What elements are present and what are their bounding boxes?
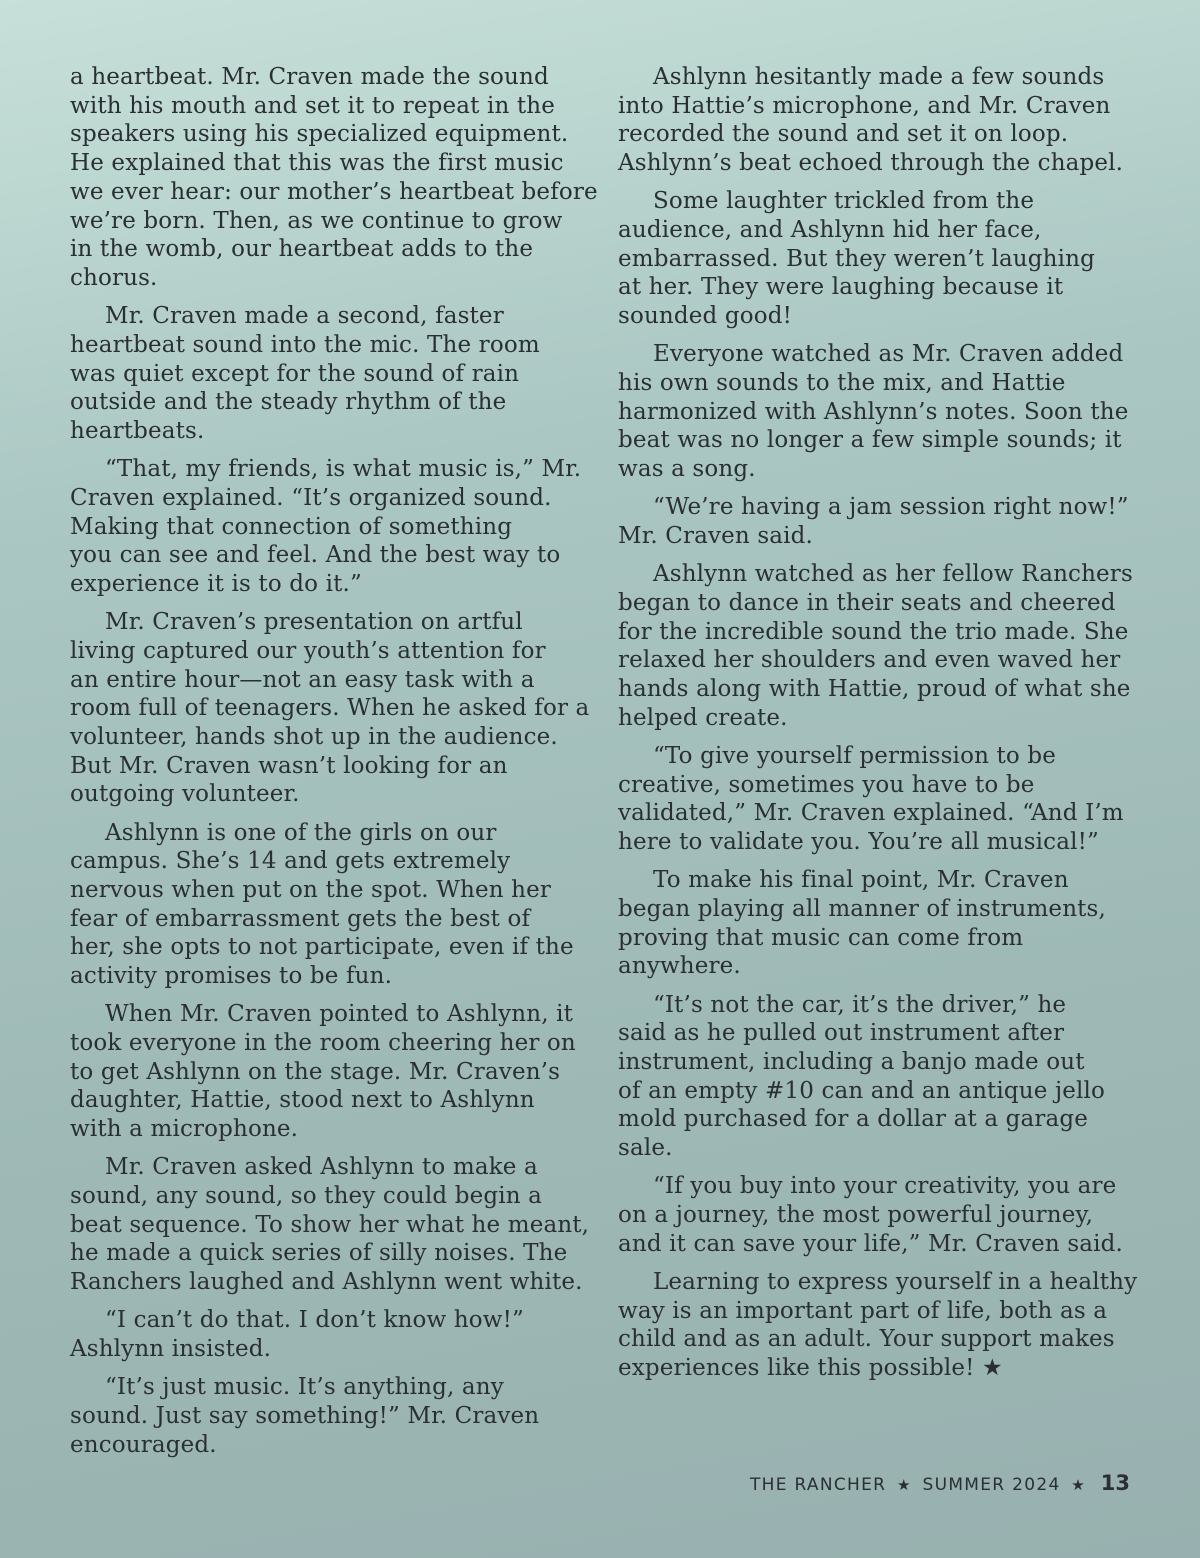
paragraph-line: was a song. <box>618 456 756 483</box>
paragraph-line: proving that music can come from <box>618 924 1024 951</box>
paragraph-line: helped create. <box>618 704 788 731</box>
paragraph-line: hands along with Hattie, proud of what she <box>618 676 1131 703</box>
paragraph-line: validated,” Mr. Craven explained. “And I’m <box>618 800 1124 827</box>
paragraph-line: an entire hour—not an easy task with a <box>70 666 535 693</box>
paragraph-line: harmonized with Ashlynn’s notes. Soon the <box>618 398 1129 425</box>
paragraph-line: you can see and feel. And the best way to <box>70 542 561 569</box>
paragraph-line: relaxed her shoulders and even waved her <box>618 647 1121 674</box>
paragraph-line: But Mr. Craven wasn’t looking for an <box>70 752 508 779</box>
paragraph-line: Ashlynn is one of the girls on our <box>105 819 497 846</box>
paragraph-line: sounded good! <box>618 303 792 330</box>
paragraph-line: Ashlynn’s beat echoed through the chapel. <box>618 150 1124 177</box>
paragraph-line: for the incredible sound the trio made. She <box>618 618 1129 645</box>
paragraph-line: living captured our youth’s attention for <box>70 637 546 664</box>
paragraph-line: Mr. Craven’s presentation on artful <box>105 609 523 636</box>
article-paragraph <box>618 991 1138 1163</box>
article-paragraph <box>618 560 1138 732</box>
article-paragraph <box>70 819 590 991</box>
paragraph-line: sound, any sound, so they could begin a <box>70 1183 543 1210</box>
paragraph-line: with his mouth and set it to repeat in the <box>70 92 556 119</box>
footer-issue: SUMMER 2024 <box>922 1475 1061 1495</box>
paragraph-line: of an empty #10 can and an antique jello <box>618 1077 1106 1104</box>
article-paragraph <box>70 302 590 446</box>
paragraph-line: outgoing volunteer. <box>70 781 300 808</box>
paragraph-line: took everyone in the room cheering her on <box>70 1030 576 1056</box>
article-paragraph <box>618 1172 1138 1258</box>
paragraph-line: Learning to express yourself in a healthy <box>653 1268 1138 1295</box>
paragraph-line: with a microphone. <box>70 1116 299 1143</box>
article-paragraph <box>70 608 590 809</box>
paragraph-line: audience, and Ashlynn hid her face, <box>618 217 1042 244</box>
right-column <box>618 63 1138 1392</box>
paragraph-line: into Hattie’s microphone, and Mr. Craven <box>618 92 1111 119</box>
article-paragraph <box>70 63 598 293</box>
paragraph-line: and it can save your life,” Mr. Craven said. <box>618 1230 1123 1257</box>
paragraph-line: Everyone watched as Mr. Craven added <box>653 341 1124 368</box>
paragraph-line: child and as an adult. Your support makes <box>618 1326 1115 1353</box>
paragraph-line: way is an important part of life, both as a <box>618 1297 1108 1324</box>
footer-star-separator-2: ★ <box>1071 1476 1087 1494</box>
paragraph-line: we ever hear: our mother’s heartbeat before <box>70 178 598 205</box>
paragraph-line: “It’s not the car, it’s the driver,” he <box>653 991 1067 1018</box>
paragraph-line: experience it is to do it.” <box>70 570 362 597</box>
paragraph-line: outside and the steady rhythm of the <box>70 389 507 416</box>
paragraph-line: heartbeat sound into the mic. The room <box>70 331 540 358</box>
paragraph-line: campus. She’s 14 and gets extremely <box>70 848 511 875</box>
article-paragraph <box>70 1000 590 1144</box>
paragraph-line: sale. <box>618 1135 673 1162</box>
paragraph-line: Ranchers laughed and Ashlynn went white. <box>70 1269 583 1296</box>
paragraph-line: “We’re having a jam session right now!” <box>653 494 1129 521</box>
paragraph-line: volunteer, hands shot up in the audience. <box>70 723 558 750</box>
paragraph-line: a heartbeat. Mr. Craven made the sound <box>70 64 549 90</box>
paragraph-line: was quiet except for the sound of rain <box>70 360 520 387</box>
paragraph-line: anywhere. <box>618 953 741 980</box>
paragraph-line: Ashlynn watched as her fellow Ranchers <box>653 561 1133 588</box>
paragraph-line: began to dance in their seats and cheered <box>618 589 1116 616</box>
paragraph-line: “I can’t do that. I don’t know how!” <box>105 1307 524 1334</box>
paragraph-line: chorus. <box>70 264 158 291</box>
article-paragraph <box>618 493 1138 550</box>
paragraph-line: creative, sometimes you have to be <box>618 771 1035 798</box>
paragraph-line: activity promises to be fun. <box>70 963 393 990</box>
article-paragraph <box>618 187 1138 331</box>
page-number: 13 <box>1100 1471 1130 1495</box>
paragraph-line: here to validate you. You’re all musical!” <box>618 829 1099 856</box>
paragraph-line: Making that connection of something <box>70 513 513 540</box>
article-paragraph <box>70 455 590 599</box>
footer-star-separator: ★ <box>897 1476 912 1494</box>
article-paragraph <box>618 1268 1138 1383</box>
page-footer <box>750 1471 1130 1495</box>
paragraph-line: said as he pulled out instrument after <box>618 1020 1065 1047</box>
paragraph-line: instrument, including a banjo made out <box>618 1049 1085 1075</box>
paragraph-line: experiences like this possible! ★ <box>618 1355 1003 1382</box>
paragraph-line: To make his final point, Mr. Craven <box>653 867 1069 894</box>
paragraph-line: “That, my friends, is what music is,” Mr. <box>105 456 582 483</box>
paragraph-line: began playing all manner of instruments, <box>618 895 1106 922</box>
paragraph-line: Craven explained. “It’s organized sound. <box>70 484 552 511</box>
article-paragraph <box>70 1306 590 1363</box>
paragraph-line: his own sounds to the mix, and Hattie <box>618 370 1066 397</box>
paragraph-line: sound. Just say something!” Mr. Craven <box>70 1402 540 1429</box>
paragraph-line: Some laughter trickled from the <box>653 188 1035 215</box>
paragraph-line: encouraged. <box>70 1431 217 1458</box>
paragraph-line: Ashlynn hesitantly made a few sounds <box>653 64 1105 90</box>
paragraph-line: her, she opts to not participate, even if the <box>70 934 574 961</box>
paragraph-line: Mr. Craven said. <box>618 523 813 550</box>
paragraph-line: nervous when put on the spot. When her <box>70 876 552 903</box>
article-paragraph <box>70 1373 590 1459</box>
paragraph-line: mold purchased for a dollar at a garage <box>618 1106 1089 1133</box>
article-paragraph <box>618 742 1138 857</box>
paragraph-line: When Mr. Craven pointed to Ashlynn, it <box>105 1001 574 1028</box>
paragraph-line: Mr. Craven made a second, faster <box>105 303 504 330</box>
paragraph-line: we’re born. Then, as we continue to grow <box>70 207 563 234</box>
article-paragraph <box>618 63 1138 178</box>
paragraph-line: speakers using his specialized equipment. <box>70 121 569 148</box>
paragraph-line: heartbeats. <box>70 417 205 444</box>
footer-publication: THE RANCHER <box>750 1475 887 1495</box>
paragraph-line: Ashlynn insisted. <box>70 1336 272 1363</box>
paragraph-line: daughter, Hattie, stood next to Ashlynn <box>70 1087 535 1114</box>
paragraph-line: “If you buy into your creativity, you are <box>653 1173 1117 1200</box>
article-paragraph <box>70 1153 590 1297</box>
paragraph-line: he made a quick series of silly noises. The <box>70 1240 568 1267</box>
paragraph-line: beat was no longer a few simple sounds; it <box>618 427 1122 454</box>
paragraph-line: on a journey, the most powerful journey, <box>618 1202 1094 1229</box>
article-paragraph <box>618 866 1138 981</box>
article-paragraph <box>618 340 1138 484</box>
left-column <box>70 63 598 1469</box>
paragraph-line: “To give yourself permission to be <box>653 742 1056 769</box>
paragraph-line: He explained that this was the first music <box>70 150 564 177</box>
paragraph-line: recorded the sound and set it on loop. <box>618 121 1069 148</box>
paragraph-line: beat sequence. To show her what he meant, <box>70 1211 590 1238</box>
paragraph-line: fear of embarrassment gets the best of <box>70 905 531 932</box>
paragraph-line: in the womb, our heartbeat adds to the <box>70 236 534 263</box>
paragraph-line: “It’s just music. It’s anything, any <box>105 1374 504 1401</box>
paragraph-line: to get Ashlynn on the stage. Mr. Craven’s <box>70 1058 561 1085</box>
paragraph-line: room full of teenagers. When he asked for a <box>70 695 590 722</box>
paragraph-line: embarrassed. But they weren’t laughing <box>618 245 1095 272</box>
paragraph-line: Mr. Craven asked Ashlynn to make a <box>105 1154 538 1181</box>
paragraph-line: at her. They were laughing because it <box>618 274 1064 301</box>
